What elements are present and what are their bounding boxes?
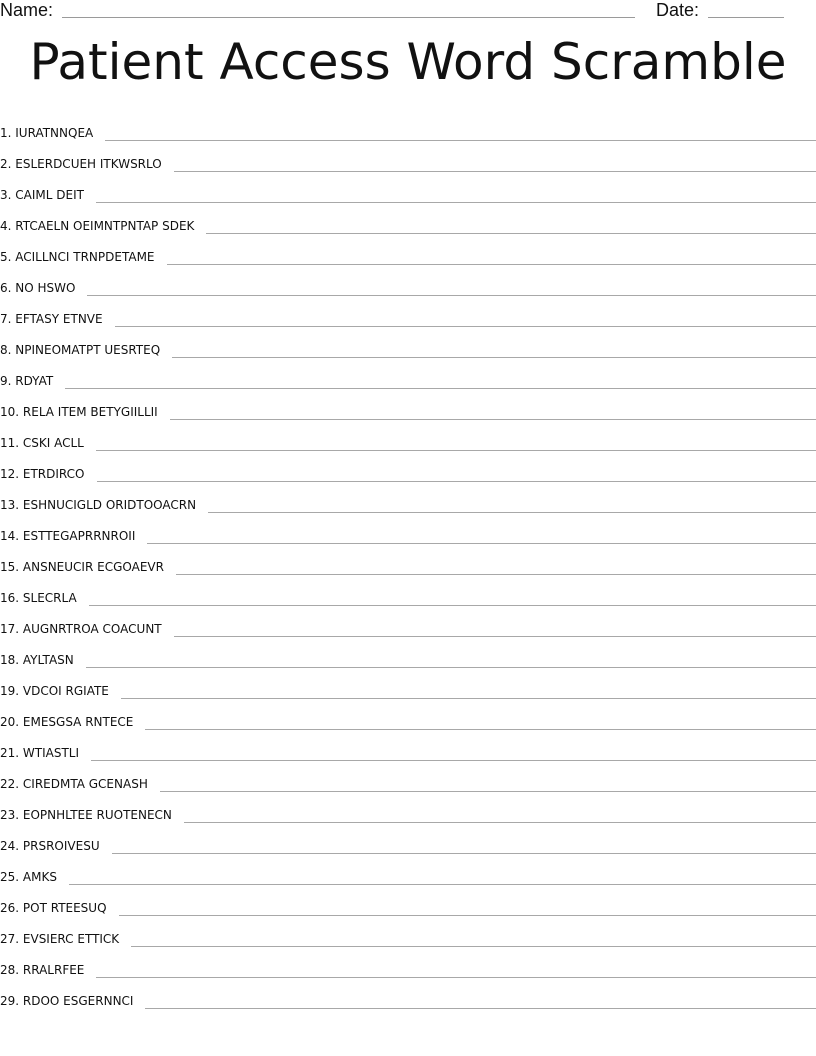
answer-line[interactable] xyxy=(89,604,816,606)
date-label: Date: xyxy=(656,0,700,20)
scrambled-word: 22. CIREDMTA GCENASH xyxy=(0,777,148,791)
answer-line[interactable] xyxy=(87,294,816,296)
list-item xyxy=(0,701,816,732)
scrambled-word: 24. PRSROIVESU xyxy=(0,839,100,853)
header-row xyxy=(0,0,816,22)
list-item xyxy=(0,298,816,329)
scrambled-word: 19. VDCOI RGIATE xyxy=(0,684,109,698)
list-item xyxy=(0,732,816,763)
answer-line[interactable] xyxy=(86,666,816,668)
scrambled-word: 28. RRALRFEE xyxy=(0,963,85,977)
answer-line[interactable] xyxy=(145,728,816,730)
list-item xyxy=(0,267,816,298)
scrambled-word: 17. AUGNRTROA COACUNT xyxy=(0,622,162,636)
scrambled-word: 25. AMKS xyxy=(0,870,57,884)
answer-line[interactable] xyxy=(119,914,816,916)
answer-line[interactable] xyxy=(97,480,816,482)
answer-line[interactable] xyxy=(96,449,816,451)
list-item xyxy=(0,763,816,794)
list-item xyxy=(0,174,816,205)
answer-line[interactable] xyxy=(147,542,816,544)
scrambled-word: 3. CAIML DEIT xyxy=(0,188,84,202)
scrambled-word: 14. ESTTEGAPRRNROII xyxy=(0,529,136,543)
list-item xyxy=(0,143,816,174)
answer-line[interactable] xyxy=(69,883,816,885)
answer-line[interactable] xyxy=(121,697,816,699)
scrambled-word: 26. POT RTEESUQ xyxy=(0,901,107,915)
list-item xyxy=(0,670,816,701)
scrambled-word: 1. IURATNNQEA xyxy=(0,126,94,140)
scrambled-word: 4. RTCAELN OEIMNTPNTAP SDEK xyxy=(0,219,195,233)
list-item xyxy=(0,794,816,825)
date-field-line[interactable] xyxy=(708,17,784,18)
list-item xyxy=(0,980,816,1011)
scrambled-word: 5. ACILLNCI TRNPDETAME xyxy=(0,250,155,264)
answer-line[interactable] xyxy=(160,790,816,792)
scrambled-word: 2. ESLERDCUEH ITKWSRLO xyxy=(0,157,162,171)
list-item xyxy=(0,236,816,267)
scrambled-word: 8. NPINEOMATPT UESRTEQ xyxy=(0,343,161,357)
answer-line[interactable] xyxy=(176,573,816,575)
scrambled-word: 11. CSKI ACLL xyxy=(0,436,84,450)
answer-line[interactable] xyxy=(96,976,816,978)
answer-line[interactable] xyxy=(65,387,816,389)
list-item xyxy=(0,577,816,608)
page-title: Patient Access Word Scramble xyxy=(29,33,787,91)
answer-line[interactable] xyxy=(184,821,816,823)
list-item xyxy=(0,825,816,856)
answer-line[interactable] xyxy=(96,201,816,203)
list-item xyxy=(0,453,816,484)
answer-line[interactable] xyxy=(112,852,816,854)
answer-line[interactable] xyxy=(170,418,816,420)
answer-line[interactable] xyxy=(167,263,816,265)
answer-line[interactable] xyxy=(131,945,816,947)
list-item xyxy=(0,422,816,453)
word-list xyxy=(0,112,816,1011)
list-item xyxy=(0,329,816,360)
name-label: Name: xyxy=(0,0,54,20)
list-item xyxy=(0,391,816,422)
list-item xyxy=(0,515,816,546)
list-item xyxy=(0,608,816,639)
scrambled-word: 16. SLECRLA xyxy=(0,591,77,605)
list-item xyxy=(0,360,816,391)
answer-line[interactable] xyxy=(174,170,816,172)
answer-line[interactable] xyxy=(174,635,816,637)
scrambled-word: 21. WTIASTLI xyxy=(0,746,80,760)
scrambled-word: 13. ESHNUCIGLD ORIDTOOACRN xyxy=(0,498,197,512)
scrambled-word: 12. ETRDIRCO xyxy=(0,467,85,481)
answer-line[interactable] xyxy=(105,139,816,141)
list-item xyxy=(0,112,816,143)
list-item xyxy=(0,205,816,236)
scrambled-word: 27. EVSIERC ETTICK xyxy=(0,932,120,946)
name-field-line[interactable] xyxy=(62,17,635,18)
list-item xyxy=(0,546,816,577)
scrambled-word: 15. ANSNEUCIR ECGOAEVR xyxy=(0,560,164,574)
list-item xyxy=(0,484,816,515)
scrambled-word: 23. EOPNHLTEE RUOTENECN xyxy=(0,808,172,822)
answer-line[interactable] xyxy=(172,356,816,358)
answer-line[interactable] xyxy=(206,232,816,234)
answer-line[interactable] xyxy=(208,511,816,513)
list-item xyxy=(0,887,816,918)
scrambled-word: 20. EMESGSA RNTECE xyxy=(0,715,134,729)
scrambled-word: 29. RDOO ESGERNNCI xyxy=(0,994,134,1008)
answer-line[interactable] xyxy=(115,325,816,327)
list-item xyxy=(0,918,816,949)
scrambled-word: 9. RDYAT xyxy=(0,374,54,388)
answer-line[interactable] xyxy=(91,759,816,761)
scrambled-word: 10. RELA ITEM BETYGIILLII xyxy=(0,405,158,419)
scrambled-word: 18. AYLTASN xyxy=(0,653,74,667)
list-item xyxy=(0,949,816,980)
answer-line[interactable] xyxy=(145,1007,816,1009)
list-item xyxy=(0,639,816,670)
list-item xyxy=(0,856,816,887)
scrambled-word: 7. EFTASY ETNVE xyxy=(0,312,103,326)
scrambled-word: 6. NO HSWO xyxy=(0,281,76,295)
